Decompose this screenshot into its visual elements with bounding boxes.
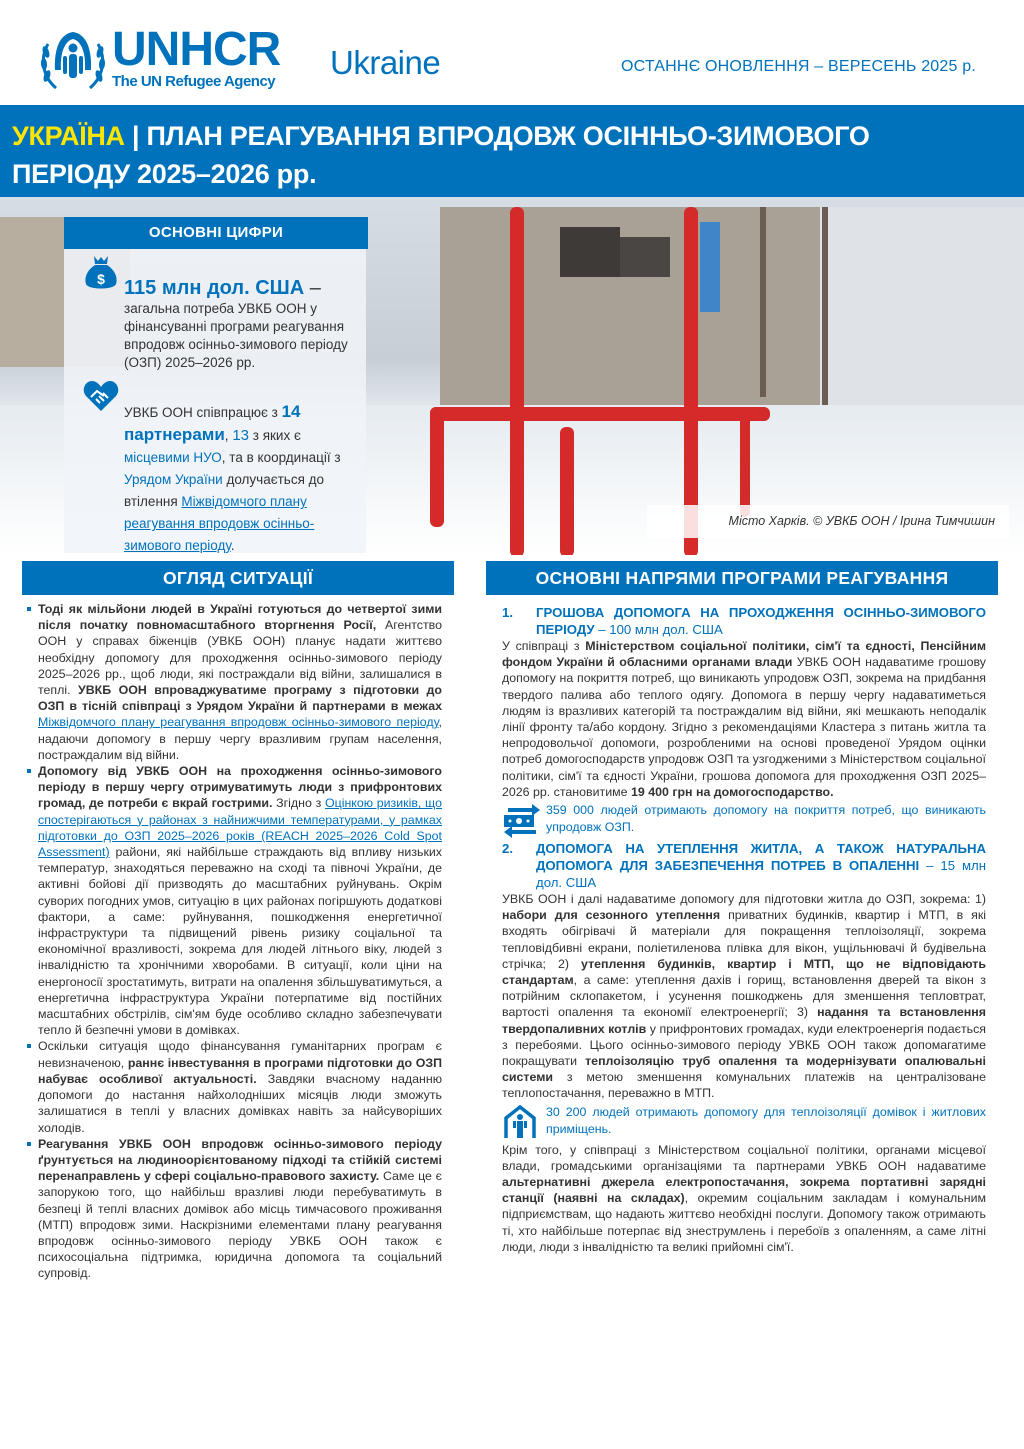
reach-cold-spot-link[interactable]: Оцінкою ризиків, що спостерігаються у районах з найнижчими температурами, у рамках підготовки до ОЗП 2025–2026 років (REACH 2025–2026 Cold Spot Assessment) [38, 796, 442, 860]
direction-text: УВКБ ООН і далі надаватиме допомогу для підготовки житла до ОЗП, зокрема: 1) [502, 892, 986, 907]
funding-description: загальна потреба УВКБ ООН у фінансуванні програми реагування впродовж осінньо-зимового періоду (ОЗП) 2025–2026 рр. [124, 301, 348, 370]
local-ngo-label: місцевими НУО [124, 450, 222, 465]
handshake-heart-icon [82, 377, 120, 415]
country-label: Ukraine [330, 44, 441, 81]
partners-text-2: , [224, 428, 233, 443]
direction-amount: – 15 млн дол. США [536, 858, 986, 891]
overview-bullet-text: Саме це є запорукою того, що найбільш вразливі люди перебуватимуть в безпеці й теплі власних домівок або місць тимчасового проживання (МТП) впродовж зими. Наскрізними елементами плану реагування впродовж осінньо-зимового періоду УВКБ ООН також є психосоціальна підтримка, юридична допомога та соціальний супровід. [38, 1169, 443, 1281]
unhcr-emblem-icon [38, 26, 108, 94]
direction-bold: утеплення будинків, квартир і МТП, що не відповідають стандартам [502, 956, 986, 988]
unhcr-logo[interactable] [38, 23, 281, 94]
overview-bullet [24, 1038, 442, 1135]
partners-text-6: . [230, 538, 235, 553]
stat-cash-recipients [502, 802, 986, 838]
logo-unhcr-text: UNHCR [112, 23, 281, 76]
direction-title: ДОПОМОГА НА УТЕПЛЕННЯ ЖИТЛА, А ТАКОЖ НАТУРАЛЬНА ДОПОМОГА ДЛЯ ЗАБЕЗПЕЧЕННЯ ПОТРЕБ В ОПАЛЕННІ [536, 841, 986, 874]
funding-dash: – [304, 277, 321, 299]
funding-figure [124, 277, 359, 372]
direction-text: , а саме: утеплення дахів і горищ, встановлення дверей та вікон з потрійним склопакетом, і усунення пошкоджень для зменшення тепловтрат, вартості опалення та економії електроенергії; 3) [502, 973, 986, 1020]
title-country: УКРАЇНА [12, 121, 125, 151]
stat-insulation-recipients [502, 1104, 986, 1140]
overview-bullet-text: Завдяки вчасному наданню допомоги до настання найхолодніших місяців люди зможуть залишатися в теплі у власних домівках навіть за найсуворіших холодів. [38, 1071, 442, 1135]
direction-heading-cash [502, 604, 986, 638]
cash-transfer-icon [502, 802, 542, 838]
overview-bullet-text: Оскільки ситуація щодо фінансування гуманітарних програм є невизначеною, [38, 1039, 442, 1070]
direction-text: приватних будинків, квартир і МТП, в які входять обігрівачі й матеріали для покращення теплоізоляції, зокрема тепловідбивні екрани, поліетиленова плівка для вікон, ущільнювачі й будівельна стрічка; 2) [502, 908, 986, 971]
direction-bold: набори для сезонного утеплення [502, 908, 721, 923]
partners-text-1: УВКБ ООН співпрацює з [124, 405, 282, 420]
direction-number: 1. [502, 605, 513, 620]
title-separator: | [131, 121, 140, 151]
partners-text-3: з яких є [249, 428, 301, 443]
directions-closing [502, 1142, 986, 1255]
funding-amount: 115 млн дол. США [124, 277, 305, 299]
last-update-label: ОСТАННЄ ОНОВЛЕННЯ – ВЕРЕСЕНЬ 2025 р. [621, 58, 976, 75]
logo-tagline: The UN Refugee Agency [112, 73, 276, 90]
overview-bullet-bold: раннє інвестування в програми підготовки до ОЗП набуває особливої актуальності. [38, 1055, 443, 1086]
interagency-plan-link[interactable]: Міжвідомчого плану реагування впродовж осінньо-зимового періоду [38, 715, 439, 730]
overview-bullet [24, 601, 442, 763]
page-title [12, 117, 1012, 193]
overview-bullet-bold: Реагування УВКБ ООН впродовж осінньо-зимового періоду ґрунтується на людиноорієнтованому підході та стійкій системі перенаправлень у сфері соціально-правового захисту. [38, 1136, 442, 1184]
overview-bullet-text: , надаючи допомогу в першу чергу вразливим групам населення, постраждалим від війни. [38, 715, 442, 762]
page-header [0, 0, 1024, 105]
overview-bullet-bold: Допомогу від УВКБ ООН на проходження осінньо-зимового періоду в першу чергу отримуватимуть люди з прифронтових громад, де потреби є вкрай гострими. [38, 764, 442, 811]
overview-bullet-text: Згідно з [272, 796, 325, 811]
local-partners-count: 13 [232, 427, 249, 444]
direction-bold: теплоізоляцію труб опалення та модернізувати опалювальні системи [502, 1054, 986, 1085]
house-person-icon [502, 1104, 542, 1140]
direction-bold: 19 400 грн на домогосподарство. [630, 784, 834, 799]
partners-figure [124, 401, 359, 557]
directions-heading: ОСНОВНІ НАПРЯМИ ПРОГРАМИ РЕАГУВАННЯ [486, 561, 998, 595]
partners-text-5: долучається до втілення [124, 472, 325, 509]
direction-text: , окремим соціальним закладам і комунальним підприємствам, що надають життєво необхідні послуги. Допомогу також отримають ті, хто найбільше потерпає від знеструмлень і перебоїв з опаленням, а саме літні люди, люди з інвалідністю та великі прийомні сім'ї. [502, 1191, 987, 1254]
interagency-plan-link[interactable]: Міжвідомчого плану реагування впродовж осінньо-зимового періоду [124, 494, 315, 553]
direction-bold: альтернативні джерела електропостачання, зокрема портативні зарядні станції (наявні на складах) [502, 1175, 986, 1206]
title-line-1: ПЛАН РЕАГУВАННЯ ВПРОДОВЖ ОСІННЬО-ЗИМОВОГО [146, 121, 870, 151]
stat-text: 30 200 людей отримають допомогу для теплоізоляції домівок і житлових приміщень. [546, 1104, 986, 1136]
key-figures-heading: ОСНОВНІ ЦИФРИ [64, 217, 368, 249]
overview-bullet-text: райони, які найбільше страждають від впливу низьких температур, знаходяться переважно на сході та півночі України, де активні бойові дії призводять до масштабних руйнувань. Окрім суворих погодних умов, ситуацію в цих районах погіршують додаткові фактори, а саме: руйнування, пошкодження енергетичної інфраструктури та підвищений рівень ризику соціальної та економічної вразливості, зокрема для людей літнього віку, людей з інвалідністю та хронічними хворобами. В ситуації, коли ціни на енергоносії зростатимуть, витрати на опалення збільшуватимуться, а енергетична інфраструктура України потерпатиме від постійних масштабних обстрілів, сім'ям буде особливо складно забезпечувати тепло й безпечні умови в домівках. [38, 845, 442, 1038]
key-figures-box [64, 249, 366, 553]
stat-text: 359 000 людей отримають допомогу на покриття потреб, що виникають упродовж ОЗП. [546, 803, 986, 835]
direction-body [502, 891, 986, 1102]
direction-text: у прифронтових громадах, куди електроенергія подається з перебоями. Цього осінньо-зимового періоду УВКБ ООН також допомагатиме покращувати [502, 1021, 986, 1069]
partners-count: 14 [281, 402, 301, 421]
overview-bullet [24, 1136, 442, 1282]
overview-bullet-text: Агентство ООН у справах біженців (УВКБ ООН) планує надати життєво необхідну допомогу для проходження осінньо-зимового періоду 2025–2026 рр., щоб люди, які постраждали від війни, залишалися в теплі. [38, 618, 442, 698]
overview-heading: ОГЛЯД СИТУАЦІЇ [22, 561, 454, 595]
directions-section [502, 604, 986, 1255]
direction-text: У співпраці з [502, 639, 586, 653]
overview-bullet-bold: Тоді як мільйони людей в Україні готуються до четвертої зими після початку повномасштабного вторгнення Росії, [38, 602, 442, 633]
overview-section [24, 601, 442, 1282]
direction-title: ГРОШОВА ДОПОМОГА НА ПРОХОДЖЕННЯ ОСІННЬО-ЗИМОВОГО ПЕРІОДУ [536, 605, 986, 637]
direction-number: 2. [502, 841, 513, 857]
overview-bullet-bold: УВКБ ООН впроваджуватиме програму з підготовки до ОЗП в тісній співпраці з Урядом України й партнерами в межах [38, 683, 442, 714]
photo-caption: Місто Харків. © УВКБ ООН / Ірина Тимчишин [647, 505, 1009, 538]
direction-body [502, 638, 986, 800]
direction-bold: надання та встановлення твердопаливних котлів [502, 1005, 986, 1036]
direction-bold: Міністерством соціальної політики, сім'ї та єдності, Пенсійним фондом України й обласними органами влади [502, 639, 986, 670]
money-bag-icon [82, 254, 120, 292]
title-line-2: ПЕРІОДУ 2025–2026 рр. [12, 159, 317, 189]
direction-text: УВКБ ООН надаватиме грошову допомогу на покриття потреб, що виникають упродовж ОЗП, зокрема на придбання твердого палива або теплого одягу. Допомога в першу чергу надаватиметься людям із вразливих категорій та постраждалим від війни, які мешкають неподалік лінії фронту та/або кордону. Згідно з рекомендаціями Кластера з питань житла та непродовольчої допомоги, розробленими на основі проведеної Урядом оцінки потреб домогосподарств упродовж ОЗП та узгодженими з Міністерством соціальної політики, сім'ї та єдності України, грошова допомога для проходження ОЗП 2025–2026 рр. становитиме [502, 655, 986, 799]
overview-bullet [24, 763, 442, 1038]
government-label: Урядом України [124, 472, 223, 487]
direction-amount: – 100 млн дол. США [594, 622, 723, 637]
title-band [0, 105, 1024, 197]
direction-text: Крім того, у співпраці з Міністерством соціальної політики, органами місцевої влади, громадськими організаціями та партнерами УВКБ ООН надаватиме [502, 1142, 986, 1173]
partners-word: партнерами [124, 425, 225, 444]
direction-heading-insulation [502, 840, 986, 891]
svg-text:$: $ [97, 271, 105, 287]
direction-text: з метою зменшення комунальних платежів на централізоване теплопостачання, переважно в МТП. [502, 1070, 986, 1101]
partners-text-4: , та в координації з [221, 450, 341, 465]
